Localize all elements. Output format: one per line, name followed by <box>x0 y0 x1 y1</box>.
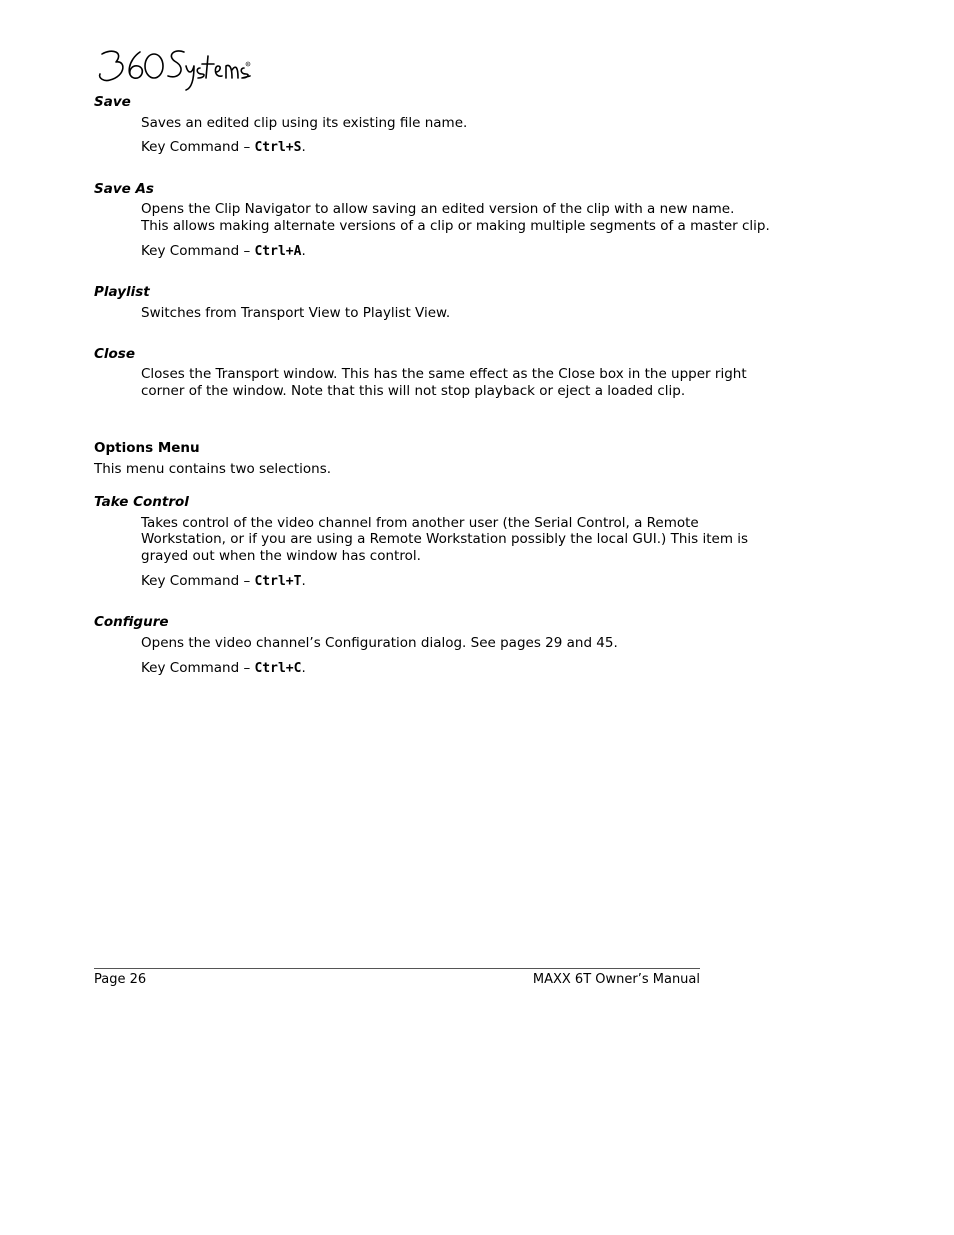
key-command-label: Key Command – <box>141 139 255 155</box>
key-command-period: . <box>301 660 306 676</box>
key-command-period: . <box>301 139 306 155</box>
save-as-key-command <box>141 243 306 260</box>
key-command-label: Key Command – <box>141 660 255 676</box>
footer-page-number: Page 26 <box>94 972 147 987</box>
save-as-description-line-2: This allows making alternate versions of a clip or making multiple segments of a master clip. <box>141 218 770 234</box>
section-heading-take-control: Take Control <box>94 494 189 510</box>
company-logo <box>96 46 256 94</box>
section-heading-configure: Configure <box>94 614 169 630</box>
key-shortcut: Ctrl+S <box>254 140 302 155</box>
svg-text:R: R <box>246 62 249 67</box>
take-control-description-line-1: Takes control of the video channel from another user (the Serial Control, a Remote <box>141 515 699 531</box>
playlist-description: Switches from Transport View to Playlist View. <box>141 305 451 321</box>
key-shortcut: Ctrl+C <box>254 661 302 676</box>
section-heading-save: Save <box>94 94 131 110</box>
options-menu-heading: Options Menu <box>94 440 200 456</box>
section-heading-save-as: Save As <box>94 181 154 197</box>
configure-description: Opens the video channel’s Configuration dialog. See pages 29 and 45. <box>141 635 618 651</box>
key-shortcut: Ctrl+A <box>254 244 302 259</box>
save-key-command <box>141 139 306 156</box>
close-description-line-2: corner of the window. Note that this will not stop playback or eject a loaded clip. <box>141 383 686 399</box>
key-command-label: Key Command – <box>141 243 255 259</box>
options-menu-description: This menu contains two selections. <box>94 461 332 477</box>
key-command-period: . <box>301 573 306 589</box>
key-command-label: Key Command – <box>141 573 255 589</box>
section-heading-close: Close <box>94 346 136 362</box>
footer-rule <box>94 968 700 969</box>
close-description-line-1: Closes the Transport window. This has the same effect as the Close box in the upper right <box>141 366 747 382</box>
section-heading-playlist: Playlist <box>94 284 150 300</box>
key-shortcut: Ctrl+T <box>254 574 302 589</box>
take-control-description-line-3: grayed out when the window has control. <box>141 548 421 564</box>
save-description: Saves an edited clip using its existing file name. <box>141 115 468 131</box>
footer-manual-title: MAXX 6T Owner’s Manual <box>532 972 700 987</box>
take-control-description-line-2: Workstation, or if you are using a Remote Workstation possibly the local GUI.) This item is <box>141 531 749 547</box>
key-command-period: . <box>301 243 306 259</box>
configure-key-command <box>141 660 306 677</box>
take-control-key-command <box>141 573 306 590</box>
save-as-description-line-1: Opens the Clip Navigator to allow saving an edited version of the clip with a new name. <box>141 201 735 217</box>
